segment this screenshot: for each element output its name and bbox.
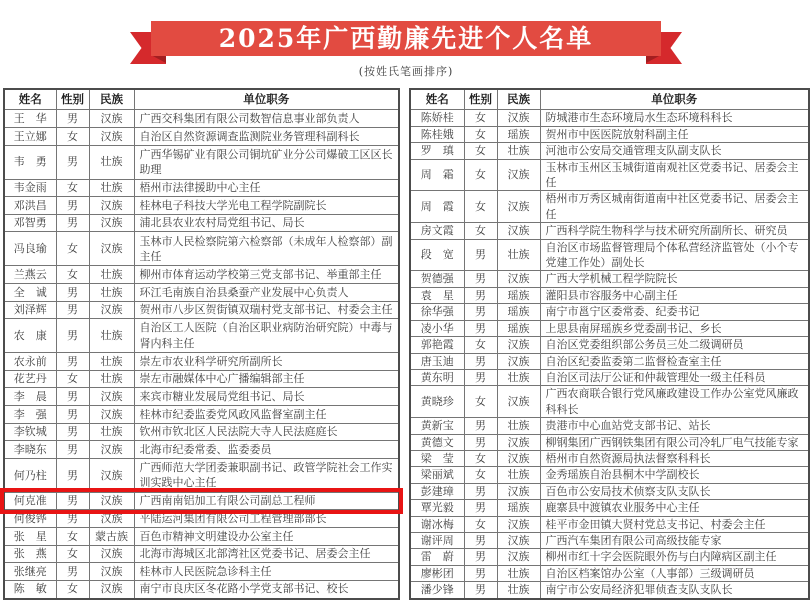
name-cell: 周 霞	[410, 191, 464, 223]
name-cell: 邓洪昌	[4, 197, 56, 215]
table-row	[4, 528, 399, 546]
ethnicity-cell: 汉族	[497, 450, 540, 466]
table-row	[410, 467, 809, 483]
ethnicity-cell: 壮族	[497, 143, 540, 159]
ethnicity-cell: 汉族	[89, 563, 134, 581]
position-cell: 桂林电子科技大学光电工程学院副院长	[134, 197, 399, 215]
position-cell: 钦州市钦北区人民法院大寺人民法庭庭长	[134, 423, 399, 441]
position-cell: 自治区自然资源调查监测院业务管理科副科长	[134, 127, 399, 145]
table-row	[410, 549, 809, 565]
name-cell: 全 诚	[4, 284, 56, 302]
column-header: 姓名	[410, 89, 464, 110]
position-cell: 自治区司法厅公证和仲裁管理处一级主任科员	[540, 369, 809, 385]
table-row	[4, 423, 399, 441]
gender-cell: 男	[464, 532, 497, 548]
name-cell: 凌小华	[410, 320, 464, 336]
roster-table-right	[409, 88, 810, 600]
table-row	[410, 126, 809, 142]
ethnicity-cell: 壮族	[89, 423, 134, 441]
gender-cell: 男	[464, 549, 497, 565]
name-cell: 何乃柱	[4, 458, 56, 492]
table-row	[410, 191, 809, 223]
position-cell: 南宁市公安局经济犯罪侦查支队支队长	[540, 582, 809, 599]
roster-tables	[3, 88, 810, 600]
gender-cell: 男	[464, 418, 497, 434]
gender-cell: 男	[464, 320, 497, 336]
position-cell: 鹿寨县中渡镇农业服务中心主任	[540, 500, 809, 516]
column-header: 民族	[497, 89, 540, 110]
ethnicity-cell: 瑶族	[497, 320, 540, 336]
position-cell: 自治区工人医院（自治区职业病防治研究院）中毒与肾内科主任	[134, 319, 399, 353]
name-cell: 兰燕云	[4, 266, 56, 284]
position-cell: 防城港市生态环境局水生态环境科科长	[540, 110, 809, 126]
position-cell: 自治区档案馆办公室（人事部）三级调研员	[540, 565, 809, 581]
name-cell: 贺德强	[410, 271, 464, 287]
ethnicity-cell: 汉族	[497, 386, 540, 418]
column-header: 单位职务	[540, 89, 809, 110]
name-cell: 黄东明	[410, 369, 464, 385]
ethnicity-cell: 壮族	[89, 370, 134, 388]
table-row	[410, 239, 809, 271]
gender-cell: 女	[464, 159, 497, 191]
name-cell: 张 燕	[4, 545, 56, 563]
gender-cell: 男	[464, 369, 497, 385]
position-cell: 玉林市人民检察院第六检察部（未成年人检察部）副主任	[134, 232, 399, 266]
position-cell: 广西科学院生物科学与技术研究所副所长、研究员	[540, 223, 809, 239]
gender-cell: 女	[464, 516, 497, 532]
ethnicity-cell: 汉族	[89, 492, 134, 510]
table-row	[4, 388, 399, 406]
roster-table-left	[3, 88, 400, 600]
ethnicity-cell: 汉族	[497, 353, 540, 369]
name-cell: 陈 敏	[4, 580, 56, 598]
ethnicity-cell: 汉族	[89, 127, 134, 145]
name-cell: 黄晓珍	[410, 386, 464, 418]
table-row	[4, 458, 399, 492]
table-row	[4, 232, 399, 266]
position-cell: 柳州市红十字会医院眼外伤与白内障病区副主任	[540, 549, 809, 565]
name-cell: 李钦城	[4, 423, 56, 441]
ethnicity-cell: 汉族	[89, 580, 134, 598]
name-cell: 何俊铧	[4, 510, 56, 528]
gender-cell: 女	[464, 110, 497, 126]
table-row	[410, 565, 809, 581]
table-row	[410, 320, 809, 336]
table-row	[4, 284, 399, 302]
name-cell: 李晓东	[4, 441, 56, 459]
gender-cell: 女	[56, 545, 89, 563]
gender-cell: 男	[464, 353, 497, 369]
ethnicity-cell: 汉族	[89, 214, 134, 232]
name-cell: 农永前	[4, 353, 56, 371]
position-cell: 河池市公安局交通管理支队副支队长	[540, 143, 809, 159]
ethnicity-cell: 蒙古族	[89, 528, 134, 546]
name-cell: 潘少锋	[410, 582, 464, 599]
name-cell: 谢冰梅	[410, 516, 464, 532]
ethnicity-cell: 汉族	[89, 510, 134, 528]
ethnicity-cell: 汉族	[89, 545, 134, 563]
gender-cell: 女	[56, 232, 89, 266]
title-banner	[130, 21, 682, 65]
name-cell: 张 星	[4, 528, 56, 546]
ethnicity-cell: 汉族	[497, 110, 540, 126]
table-row	[4, 145, 399, 179]
position-cell: 广西大学机械工程学院院长	[540, 271, 809, 287]
position-cell: 柳州市体育运动学校第三党支部书记、举重部主任	[134, 266, 399, 284]
gender-cell: 男	[56, 563, 89, 581]
table-row	[4, 197, 399, 215]
position-cell: 自治区党委组织部公务员三处二级调研员	[540, 337, 809, 353]
table-row	[410, 516, 809, 532]
position-cell: 百色市精神文明建设办公室主任	[134, 528, 399, 546]
name-cell: 罗 瑱	[410, 143, 464, 159]
table-row	[410, 532, 809, 548]
ethnicity-cell: 壮族	[497, 369, 540, 385]
gender-cell: 女	[464, 386, 497, 418]
table-row	[4, 214, 399, 232]
gender-cell: 女	[56, 580, 89, 598]
column-header: 单位职务	[134, 89, 399, 110]
ethnicity-cell: 汉族	[89, 301, 134, 319]
ethnicity-cell: 汉族	[89, 197, 134, 215]
gender-cell: 男	[464, 565, 497, 581]
table-row	[410, 353, 809, 369]
gender-cell: 男	[464, 287, 497, 303]
position-cell: 金秀瑶族自治县桐木中学副校长	[540, 467, 809, 483]
header-row	[410, 89, 809, 110]
table-row	[4, 110, 399, 128]
name-cell: 梁 莹	[410, 450, 464, 466]
table-row	[4, 179, 399, 197]
position-cell: 梧州市万秀区城南街道南中社区党委书记、居委会主任	[540, 191, 809, 223]
position-cell: 广西华锡矿业有限公司铜坑矿业分公司爆破工区区长助理	[134, 145, 399, 179]
position-cell: 南宁市邕宁区委常委、纪委书记	[540, 304, 809, 320]
position-cell: 贵港市中心血站党支部书记、站长	[540, 418, 809, 434]
gender-cell: 男	[56, 284, 89, 302]
position-cell: 玉林市玉州区玉城街道南观社区党委书记、居委会主任	[540, 159, 809, 191]
column-header: 姓名	[4, 89, 56, 110]
ethnicity-cell: 壮族	[89, 319, 134, 353]
gender-cell: 女	[56, 179, 89, 197]
table-row	[410, 434, 809, 450]
position-cell: 百色市公安局技术侦察支队支队长	[540, 483, 809, 499]
position-cell: 南宁市良庆区冬花路小学党支部书记、校长	[134, 580, 399, 598]
ethnicity-cell: 汉族	[89, 406, 134, 424]
name-cell: 彭建璋	[410, 483, 464, 499]
page-title: 2025年广西勤廉先进个人名单	[151, 21, 661, 56]
gender-cell: 男	[464, 500, 497, 516]
position-cell: 浦北县农业农村局党组书记、局长	[134, 214, 399, 232]
ethnicity-cell: 瑶族	[497, 287, 540, 303]
ethnicity-cell: 汉族	[497, 483, 540, 499]
gender-cell: 女	[464, 223, 497, 239]
position-cell: 灌阳县市容服务中心副主任	[540, 287, 809, 303]
position-cell: 崇左市农业科学研究所副所长	[134, 353, 399, 371]
name-cell: 徐华强	[410, 304, 464, 320]
name-cell: 唐玉迪	[410, 353, 464, 369]
gender-cell: 男	[56, 458, 89, 492]
gender-cell: 女	[464, 337, 497, 353]
name-cell: 花艺丹	[4, 370, 56, 388]
ethnicity-cell: 壮族	[497, 582, 540, 599]
name-cell: 陈娇桂	[410, 110, 464, 126]
table-row	[410, 386, 809, 418]
gender-cell: 男	[56, 510, 89, 528]
table-row	[4, 406, 399, 424]
gender-cell: 男	[56, 441, 89, 459]
ethnicity-cell: 壮族	[89, 284, 134, 302]
ethnicity-cell: 汉族	[89, 458, 134, 492]
gender-cell: 男	[56, 145, 89, 179]
position-cell: 广西汽车集团有限公司高级技能专家	[540, 532, 809, 548]
position-cell: 广西南南铝加工有限公司副总工程师	[134, 492, 399, 510]
name-cell: 韦 勇	[4, 145, 56, 179]
table-row	[4, 353, 399, 371]
ethnicity-cell: 汉族	[497, 434, 540, 450]
table-row	[4, 319, 399, 353]
ethnicity-cell: 壮族	[497, 467, 540, 483]
highlighted-table-row	[4, 492, 399, 510]
gender-cell: 女	[56, 266, 89, 284]
table-row	[410, 483, 809, 499]
table-row	[410, 582, 809, 599]
gender-cell: 男	[56, 406, 89, 424]
column-header: 性别	[56, 89, 89, 110]
gender-cell: 女	[56, 528, 89, 546]
name-cell: 何克准	[4, 492, 56, 510]
position-cell: 自治区市场监督管理局个体私营经济监管处（小个专党建工作处）副处长	[540, 239, 809, 271]
name-cell: 段 宽	[410, 239, 464, 271]
name-cell: 农 康	[4, 319, 56, 353]
gender-cell: 男	[464, 239, 497, 271]
ethnicity-cell: 壮族	[89, 145, 134, 179]
table-row	[410, 450, 809, 466]
gender-cell: 女	[56, 127, 89, 145]
gender-cell: 女	[464, 143, 497, 159]
gender-cell: 男	[56, 319, 89, 353]
name-cell: 雷 蔚	[410, 549, 464, 565]
name-cell: 邓智勇	[4, 214, 56, 232]
table-row	[410, 143, 809, 159]
position-cell: 广西农商联合银行党风廉政建设工作办公室党风廉政科科长	[540, 386, 809, 418]
name-cell: 韦金雨	[4, 179, 56, 197]
ethnicity-cell: 壮族	[89, 266, 134, 284]
gender-cell: 男	[56, 301, 89, 319]
ethnicity-cell: 汉族	[497, 191, 540, 223]
name-cell: 廖彬团	[410, 565, 464, 581]
table-row	[410, 110, 809, 126]
ethnicity-cell: 壮族	[497, 239, 540, 271]
table-row	[410, 500, 809, 516]
ethnicity-cell: 壮族	[89, 353, 134, 371]
ethnicity-cell: 壮族	[89, 179, 134, 197]
gender-cell: 男	[464, 304, 497, 320]
gender-cell: 女	[464, 467, 497, 483]
table-row	[410, 159, 809, 191]
ethnicity-cell: 汉族	[497, 159, 540, 191]
table-row	[410, 337, 809, 353]
ethnicity-cell: 汉族	[497, 532, 540, 548]
name-cell: 梁丽斌	[410, 467, 464, 483]
position-cell: 贺州市八步区贺街镇双瑞村党支部书记、村委会主任	[134, 301, 399, 319]
table-row	[410, 271, 809, 287]
position-cell: 上思县南屏瑶族乡党委副书记、乡长	[540, 320, 809, 336]
name-cell: 刘泽辉	[4, 301, 56, 319]
gender-cell: 男	[56, 214, 89, 232]
header-row	[4, 89, 399, 110]
table-row	[410, 223, 809, 239]
table-row	[4, 545, 399, 563]
column-header: 民族	[89, 89, 134, 110]
position-cell: 广西师范大学团委兼职副书记、政管学院社会工作实训实践中心主任	[134, 458, 399, 492]
table-row	[4, 127, 399, 145]
position-cell: 广西交科集团有限公司数智信息事业部负责人	[134, 110, 399, 128]
gender-cell: 男	[56, 492, 89, 510]
table-row	[4, 266, 399, 284]
name-cell: 张继亮	[4, 563, 56, 581]
name-cell: 房文霞	[410, 223, 464, 239]
ethnicity-cell: 汉族	[89, 441, 134, 459]
ethnicity-cell: 瑶族	[497, 304, 540, 320]
name-cell: 袁 星	[410, 287, 464, 303]
gender-cell: 男	[464, 434, 497, 450]
table-row	[410, 418, 809, 434]
name-cell: 郭艳霞	[410, 337, 464, 353]
ethnicity-cell: 汉族	[497, 271, 540, 287]
position-cell: 梧州市法律援助中心主任	[134, 179, 399, 197]
name-cell: 李 强	[4, 406, 56, 424]
ethnicity-cell: 瑶族	[497, 126, 540, 142]
ethnicity-cell: 汉族	[497, 223, 540, 239]
position-cell: 桂林市人民医院急诊科主任	[134, 563, 399, 581]
name-cell: 谢评周	[410, 532, 464, 548]
table-row	[410, 304, 809, 320]
position-cell: 平陆运河集团有限公司工程管理部部长	[134, 510, 399, 528]
gender-cell: 女	[464, 126, 497, 142]
ethnicity-cell: 汉族	[497, 337, 540, 353]
position-cell: 来宾市糖业发展局党组书记、局长	[134, 388, 399, 406]
gender-cell: 男	[56, 353, 89, 371]
table-row	[410, 369, 809, 385]
name-cell: 黄德文	[410, 434, 464, 450]
name-cell: 覃光毅	[410, 500, 464, 516]
gender-cell: 男	[56, 388, 89, 406]
sort-note: (按姓氏笔画排序)	[358, 65, 454, 78]
name-cell: 李 晨	[4, 388, 56, 406]
ethnicity-cell: 壮族	[497, 565, 540, 581]
gender-cell: 男	[464, 271, 497, 287]
ethnicity-cell: 汉族	[89, 110, 134, 128]
table-row	[4, 301, 399, 319]
table-row	[4, 580, 399, 598]
table-row	[410, 287, 809, 303]
name-cell: 冯良瑜	[4, 232, 56, 266]
gender-cell: 男	[464, 483, 497, 499]
position-cell: 桂林市纪委监委党风政风监督室副主任	[134, 406, 399, 424]
gender-cell: 女	[464, 450, 497, 466]
gender-cell: 男	[464, 582, 497, 599]
ethnicity-cell: 壮族	[497, 418, 540, 434]
gender-cell: 女	[464, 191, 497, 223]
position-cell: 桂平市金田镇大贤村党总支书记、村委会主任	[540, 516, 809, 532]
ethnicity-cell: 汉族	[89, 388, 134, 406]
name-cell: 黄新宝	[410, 418, 464, 434]
ethnicity-cell: 汉族	[497, 549, 540, 565]
ethnicity-cell: 瑶族	[497, 500, 540, 516]
gender-cell: 男	[56, 110, 89, 128]
name-cell: 周 霜	[410, 159, 464, 191]
table-row	[4, 510, 399, 528]
ethnicity-cell: 汉族	[89, 232, 134, 266]
ethnicity-cell: 汉族	[497, 516, 540, 532]
table-row	[4, 370, 399, 388]
gender-cell: 男	[56, 197, 89, 215]
position-cell: 贺州市中医医院放射科副主任	[540, 126, 809, 142]
position-cell: 环江毛南族自治县桑蚕产业发展中心负责人	[134, 284, 399, 302]
position-cell: 崇左市融媒体中心广播编辑部主任	[134, 370, 399, 388]
position-cell: 北海市纪委常委、监委委员	[134, 441, 399, 459]
position-cell: 自治区纪委监委第二监督检查室主任	[540, 353, 809, 369]
position-cell: 北海市海城区北部湾社区党委书记、居委会主任	[134, 545, 399, 563]
name-cell: 王立娜	[4, 127, 56, 145]
name-cell: 王 华	[4, 110, 56, 128]
table-row	[4, 441, 399, 459]
gender-cell: 女	[56, 370, 89, 388]
position-cell: 梧州市自然资源局执法督察科科长	[540, 450, 809, 466]
column-header: 性别	[464, 89, 497, 110]
position-cell: 柳钢集团广西钢铁集团有限公司冷轧厂电气技能专家	[540, 434, 809, 450]
table-row	[4, 563, 399, 581]
name-cell: 陈桂娥	[410, 126, 464, 142]
gender-cell: 男	[56, 423, 89, 441]
